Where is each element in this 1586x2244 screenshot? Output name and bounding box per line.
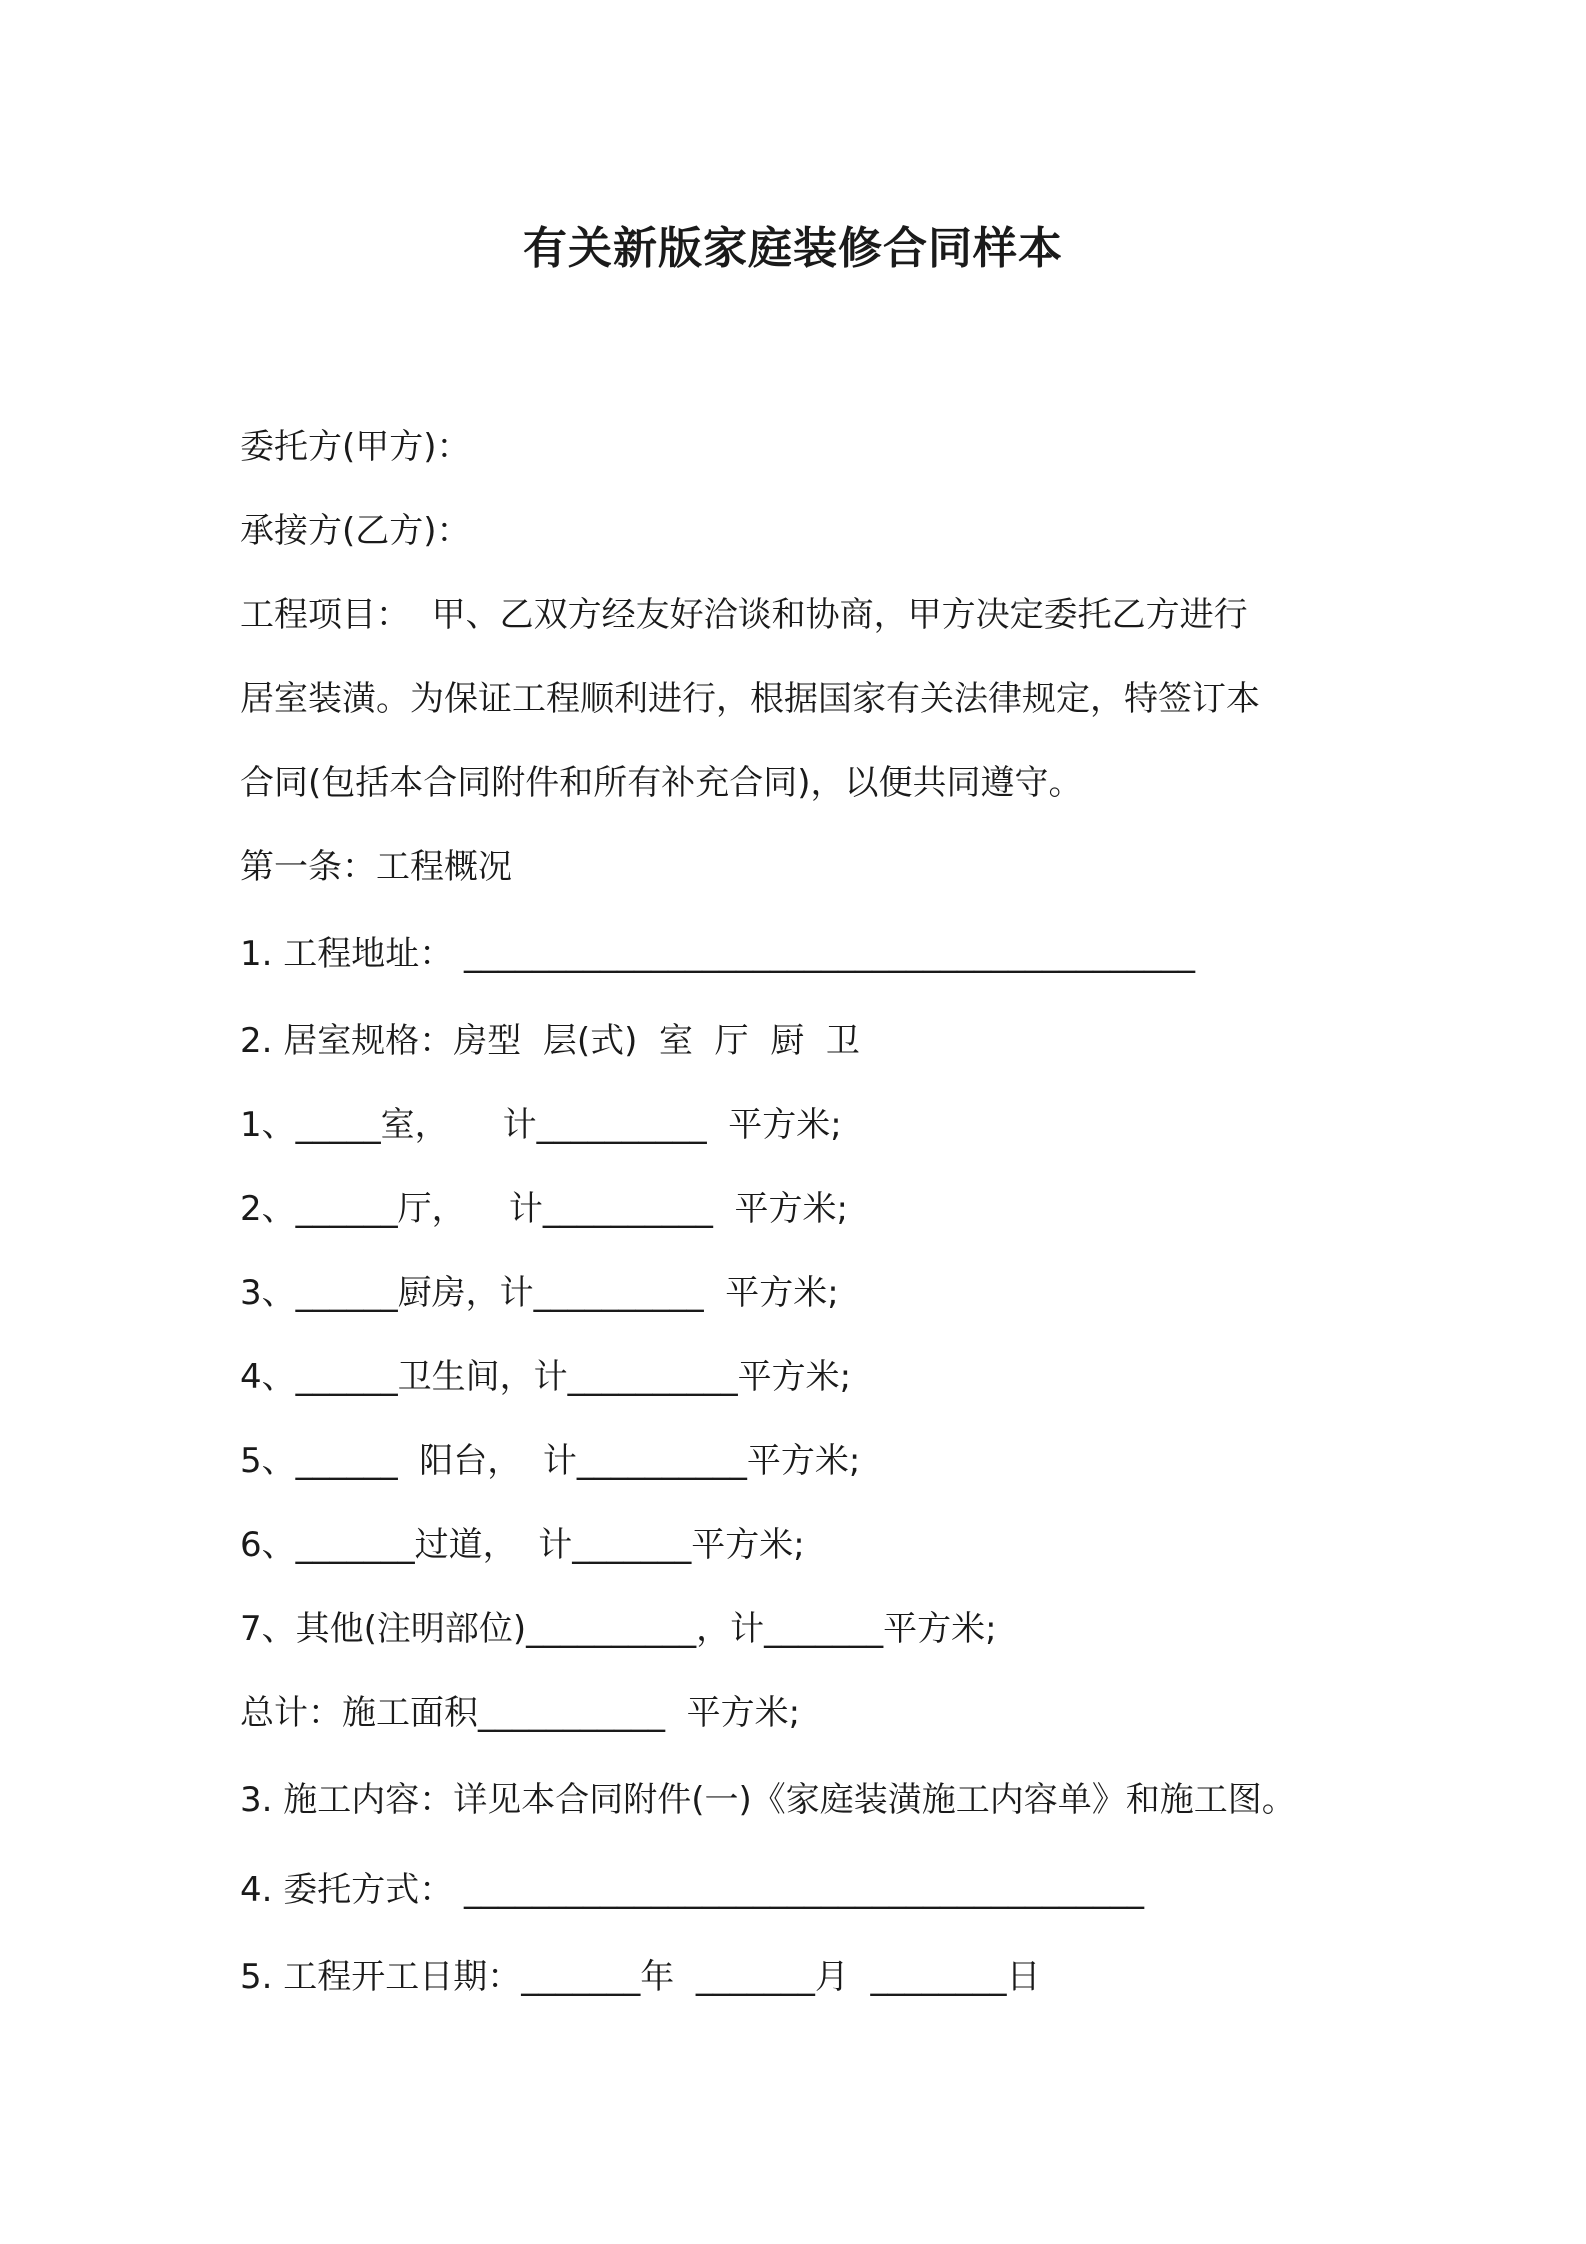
article-one-heading: 第一条：工程概况	[240, 847, 512, 887]
construction-content-line: 3. 施工内容：详见本合同附件(一)《家庭装潢施工内容单》和施工图。	[240, 1780, 1296, 1820]
project-paragraph-line-1: 工程项目： 甲、乙双方经友好洽谈和协商，甲方决定委托乙方进行	[240, 595, 1248, 635]
document-title: 有关新版家庭装修合同样本	[523, 223, 1063, 274]
party-a-line: 委托方(甲方)：	[240, 427, 471, 467]
room-spec-line: 2. 居室规格：房型 层(式) 室 厅 厨 卫	[240, 1021, 860, 1061]
contract-body	[240, 405, 1360, 2019]
total-area-line: 总计：施工面积___________ 平方米;	[240, 1693, 801, 1733]
room-item-7: 7、其他(注明部位)__________，计_______平方米;	[240, 1609, 997, 1649]
room-item-1: 1、_____室， 计__________ 平方米;	[240, 1105, 842, 1145]
room-item-3: 3、______厨房，计__________ 平方米;	[240, 1273, 839, 1313]
room-item-5: 5、______ 阳台， 计__________平方米;	[240, 1441, 861, 1481]
room-item-2: 2、______厅， 计__________ 平方米;	[240, 1189, 848, 1229]
party-b-line: 承接方(乙方)：	[240, 511, 471, 551]
project-paragraph-line-3: 合同(包括本合同附件和所有补充合同)，以便共同遵守。	[240, 763, 1083, 803]
start-date-line: 5. 工程开工日期：_______年 _______月 ________日	[240, 1957, 1041, 1997]
room-item-6: 6、_______过道， 计_______平方米;	[240, 1525, 805, 1565]
project-address-line: 1. 工程地址： ___________________________________________	[240, 934, 1196, 974]
project-paragraph-line-2: 居室装潢。为保证工程顺利进行，根据国家有关法律规定，特签订本	[240, 679, 1260, 719]
room-item-4: 4、______卫生间，计__________平方米;	[240, 1357, 852, 1397]
commission-method-line: 4. 委托方式： ________________________________________	[240, 1870, 1145, 1910]
